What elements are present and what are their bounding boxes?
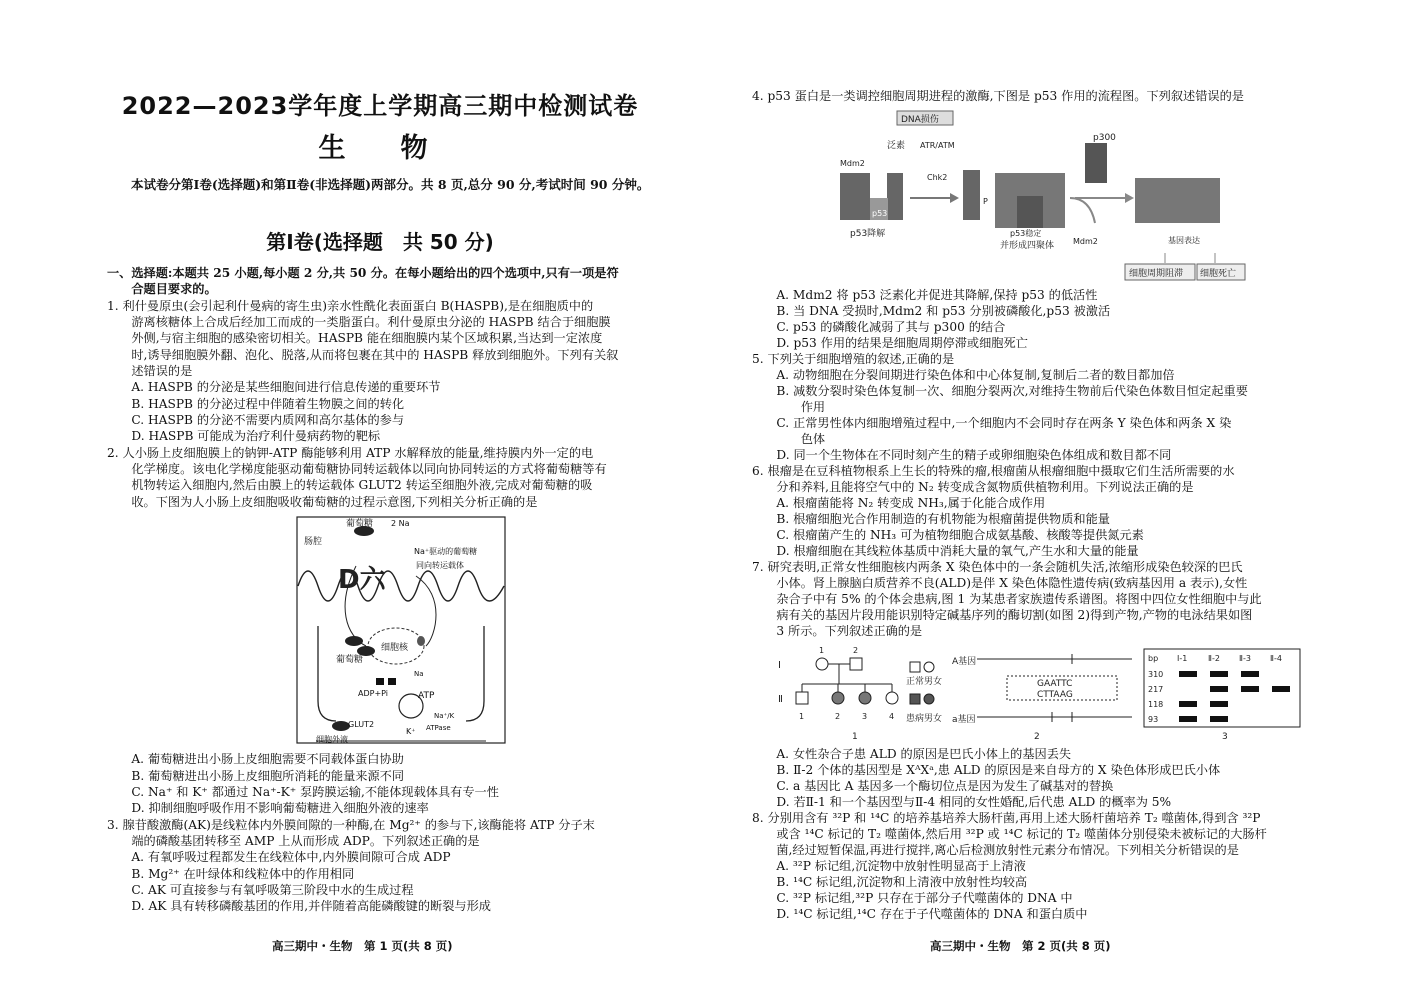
- text-line: 1. 利什曼原虫(会引起利什曼病的寄生虫)亲水性酰化表面蛋白 B(HASPB),是在细胞质中的: [107, 299, 594, 313]
- figure-q2-glucose-transport: [296, 516, 506, 744]
- text-line: 一、选择题:本题共 25 小题,每小题 2 分,共 50 分。在每小题给出的四个选项中,只有一项是符: [107, 266, 619, 280]
- fig-label: 细胞外液: [316, 735, 348, 744]
- text-line: C. 正常男性体内细胞增殖过程中,一个细胞内不会同时存在两条 Y 染色体和两条 X 染: [752, 416, 1232, 430]
- fig-label: 3: [1222, 732, 1228, 742]
- text-line: D. 根瘤细胞在其线粒体基质中消耗大量的氧气,产生水和大量的能量: [752, 544, 1139, 558]
- text-line: A. 葡萄糖进出小肠上皮细胞需要不同载体蛋白协助: [107, 752, 404, 766]
- fig-label: P: [983, 197, 988, 206]
- text-line: A. 根瘤菌能将 N₂ 转变成 NH₃,属于化能合成作用: [752, 496, 1046, 510]
- text-line: B. 葡萄糖进出小肠上皮细胞所消耗的能量来源不同: [107, 769, 405, 783]
- fig-label: DNA损伤: [901, 115, 939, 125]
- fig-label: 2: [835, 712, 841, 721]
- fig-label: 患病男女: [906, 714, 943, 724]
- fig-label: 葡萄糖: [346, 519, 374, 529]
- subject-title: 生 物: [318, 133, 442, 164]
- fig-label: 118: [1148, 700, 1164, 709]
- text-line: D. 同一个生物体在不同时刻产生的精子或卵细胞染色体组成和数目都不同: [752, 448, 1172, 462]
- text-line: 化学梯度。该电化学梯度能驱动葡萄糖协同转运载体以同向协同转运的方式将葡萄糖等有: [107, 462, 607, 476]
- text-line: A. 女性杂合子患 ALD 的原因是巴氏小体上的基因丢失: [752, 747, 1072, 761]
- text-line: 8. 分别用含有 ³²P 和 ¹⁴C 的培养基培养大肠杆菌,再用上述大肠杆菌培养 T₂ 噬菌体,得到含 ³²P: [752, 811, 1261, 825]
- text-line: 杂合子中有 5% 的个体会患病,图 1 为某患者家族遗传系谱图。将图中四位女性细胞中与此: [752, 592, 1262, 606]
- fig-label: 2: [1034, 732, 1040, 742]
- fig-label: K⁺: [406, 727, 416, 736]
- fig-label: 2: [853, 646, 859, 655]
- page-title: 2022—2023学年度上学期高三期中检测试卷: [121, 92, 639, 120]
- text-line: D. ¹⁴C 标记组,¹⁴C 存在于子代噬菌体的 DNA 和蛋白质中: [752, 907, 1088, 921]
- figure-q4-p53-flow: [835, 108, 1255, 286]
- fig-label: ATPase: [426, 724, 451, 732]
- text-line: C. p53 的磷酸化减弱了其与 p300 的结合: [752, 320, 1006, 334]
- text-line: C. a 基因比 A 基因多一个酶切位点是因为发生了碱基对的替换: [752, 779, 1114, 793]
- fig-label: Mdm2: [1073, 237, 1098, 246]
- fig-label: 并形成四聚体: [1000, 241, 1055, 251]
- fig-label: 2 Na: [391, 519, 410, 528]
- fig-label: Ⅱ: [778, 694, 783, 705]
- text-line: 作用: [752, 400, 826, 414]
- text-line: C. Na⁺ 和 K⁺ 都通过 Na⁺-K⁺ 泵跨膜运输,不能体现载体具有专一性: [107, 785, 499, 799]
- fig-label: Ⅱ-2: [1208, 654, 1220, 663]
- text-line: C. AK 可直接参与有氧呼吸第三阶段中水的生成过程: [107, 883, 414, 897]
- text-line: 小体。肾上腺脑白质营养不良(ALD)是伴 X 染色体隐性遗传病(致病基因用 a 表示),女性: [752, 576, 1248, 590]
- fig-label: 泛素: [887, 141, 906, 151]
- text-line: 分和养料,且能将空气中的 N₂ 转变成含氮物质供植物利用。下列说法正确的是: [752, 480, 1194, 494]
- fig-label: 217: [1148, 685, 1164, 694]
- text-line: 病有关的基因片段用能识别特定碱基序列的酶切割(如图 2)得到产物,产物的电泳结果如图: [752, 608, 1253, 622]
- text-line: 外侧,与宿主细胞的感染密切相关。HASPB 能在细胞膜内某个区域积累,当达到一定浓度: [107, 331, 603, 345]
- text-line: B. 当 DNA 受损时,Mdm2 和 p53 分别被磷酸化,p53 被激活: [752, 304, 1111, 318]
- fig-label: 3: [862, 712, 868, 721]
- fig-label: bp: [1148, 654, 1159, 663]
- fig-watermark: D六: [338, 565, 386, 595]
- text-line: B. Ⅱ-2 个体的基因型是 XᴬXᵃ,患 ALD 的原因是来自母方的 X 染色体形成巴氏小体: [752, 763, 1221, 777]
- fig-label: 1: [819, 646, 825, 655]
- fig-label: 细胞周期阻滞: [1129, 269, 1184, 279]
- fig-label: GLUT2: [348, 720, 375, 729]
- fig-label: 1: [799, 712, 805, 721]
- text-line: A. 有氧呼吸过程都发生在线粒体中,内外膜间隙可合成 ADP: [107, 850, 451, 864]
- fig-label: ADP+Pi: [358, 689, 389, 698]
- text-line: A. ³²P 标记组,沉淀物中放射性明显高于上清液: [752, 859, 1026, 873]
- text-line: 或含 ¹⁴C 标记的 T₂ 噬菌体,然后用 ³²P 或 ¹⁴C 标记的 T₂ 噬菌体分别侵染未被标记的大肠杆: [752, 827, 1267, 841]
- text-line: B. 根瘤细胞光合作用制造的有机物能为根瘤菌提供物质和能量: [752, 512, 1110, 526]
- fig-label: 93: [1148, 715, 1159, 724]
- text-line: D. AK 具有转移磷酸基团的作用,并伴随着高能磷酸键的断裂与形成: [107, 899, 491, 913]
- fig-label: 正常男女: [906, 677, 943, 687]
- fig-label: A基因: [952, 657, 977, 667]
- text-line: B. Mg²⁺ 在叶绿体和线粒体中的作用相同: [107, 867, 355, 881]
- fig-label: p53稳定: [1010, 229, 1042, 238]
- fig-label: Ⅱ-4: [1270, 654, 1282, 663]
- text-line: D. 若Ⅱ-1 和一个基因型与Ⅱ-4 相同的女性婚配,后代患 ALD 的概率为 5%: [752, 795, 1172, 809]
- section-title: 第Ⅰ卷(选择题 共 50 分): [266, 230, 494, 254]
- text-line: 收。下图为人小肠上皮细胞吸收葡萄糖的过程示意图,下列相关分析正确的是: [107, 495, 538, 509]
- fig-label: 葡萄糖: [336, 655, 364, 665]
- fig-label: Chk2: [927, 173, 948, 182]
- fig-label: 1: [852, 732, 858, 742]
- fig-label: Ⅱ-3: [1239, 654, 1251, 663]
- text-line: 机物转运入细胞内,然后由膜上的转运载体 GLUT2 转运至细胞外液,完成对葡萄糖的吸: [107, 478, 593, 492]
- text-line: D. p53 作用的结果是细胞周期停滞或细胞死亡: [752, 336, 1028, 350]
- text-line: A. Mdm2 将 p53 泛素化并促进其降解,保持 p53 的低活性: [752, 288, 1098, 302]
- text-line: C. ³²P 标记组,³²P 只存在于部分子代噬菌体的 DNA 中: [752, 891, 1073, 905]
- fig-label: Na⁺/K: [434, 712, 455, 720]
- text-line: 2. 人小肠上皮细胞膜上的钠钾-ATP 酶能够利用 ATP 水解释放的能量,维持膜内外一定的电: [107, 446, 594, 460]
- fig-label: a基因: [952, 715, 976, 725]
- fig-label: Mdm2: [840, 159, 865, 168]
- fig-label: 同向转运载体: [416, 561, 464, 570]
- text-line: D. 抑制细胞呼吸作用不影响葡萄糖进入细胞外液的速率: [107, 801, 429, 815]
- footer-right: 高三期中・生物 第 2 页(共 8 页): [930, 939, 1111, 953]
- text-line: 3. 腺苷酸激酶(AK)是线粒体内外膜间隙的一种酶,在 Mg²⁺ 的参与下,该酶能将 ATP 分子末: [107, 818, 595, 832]
- text-line: 端的磷酸基团转移至 AMP 上从而形成 ADP。下列叙述正确的是: [107, 834, 480, 848]
- fig-label: CTTAAG: [1037, 690, 1073, 700]
- text-line: C. HASPB 的分泌不需要内质网和高尔基体的参与: [107, 413, 405, 427]
- text-line: 5. 下列关于细胞增殖的叙述,正确的是: [752, 352, 955, 366]
- fig-label: Na⁺驱动的葡萄糖: [414, 547, 478, 556]
- fig-label: p300: [1093, 133, 1116, 143]
- footer-left: 高三期中・生物 第 1 页(共 8 页): [272, 939, 453, 953]
- exam-intro: 本试卷分第Ⅰ卷(选择题)和第Ⅱ卷(非选择题)两部分。共 8 页,总分 90 分,考试时间 90 分钟。: [131, 177, 650, 192]
- text-line: C. 根瘤菌产生的 NH₃ 可为植物细胞合成氨基酸、核酸等提供氮元素: [752, 528, 1144, 542]
- fig-label: Ⅰ: [778, 660, 781, 671]
- fig-label: 基因表达: [1168, 236, 1200, 245]
- text-line: B. ¹⁴C 标记组,沉淀物和上清液中放射性均较高: [752, 875, 1028, 889]
- figure-q7-pedigree-electrophoresis: [772, 644, 1312, 744]
- text-line: 菌,经过短暂保温,再进行搅拌,离心后检测放射性元素分布情况。下列相关分析错误的是: [752, 843, 1239, 857]
- text-line: 时,诱导细胞膜外翻、泡化、脱落,从而将包裹在其中的 HASPB 释放到细胞外。下列有关叙: [107, 348, 619, 362]
- fig-label: p53降解: [850, 229, 886, 239]
- text-line: 7. 研究表明,正常女性细胞核内两条 X 染色体中的一条会随机失活,浓缩形成染色较深的巴氏: [752, 560, 1243, 574]
- text-line: 述错误的是: [107, 364, 193, 378]
- fig-label: ATP: [418, 691, 435, 701]
- fig-label: p53: [872, 209, 888, 218]
- text-line: 游离核糖体上合成后经加工而成的一类脂蛋白。利什曼原虫分泌的 HASPB 结合于细胞膜: [107, 315, 611, 329]
- fig-label: 细胞核: [381, 643, 409, 653]
- text-line: 3 所示。下列叙述正确的是: [752, 624, 923, 638]
- text-line: 合题目要求的。: [107, 282, 217, 296]
- fig-label: 310: [1148, 670, 1164, 679]
- text-line: B. HASPB 的分泌过程中伴随着生物膜之间的转化: [107, 397, 405, 411]
- text-line: 4. p53 蛋白是一类调控细胞周期进程的激酶,下图是 p53 作用的流程图。下列叙述错误的是: [752, 89, 1244, 103]
- text-line: 6. 根瘤是在豆科植物根系上生长的特殊的瘤,根瘤菌从根瘤细胞中摄取它们生活所需要的水: [752, 464, 1235, 478]
- text-line: D. HASPB 可能成为治疗利什曼病药物的靶标: [107, 429, 381, 443]
- text-line: 色体: [752, 432, 826, 446]
- fig-label: 4: [889, 712, 895, 721]
- text-line: B. 减数分裂时染色体复制一次、细胞分裂两次,对维持生物前后代染色体数目恒定起重要: [752, 384, 1248, 398]
- fig-label: Ⅰ-1: [1177, 654, 1188, 663]
- fig-label: Na: [414, 670, 424, 678]
- fig-label: ATR/ATM: [920, 141, 955, 150]
- text-line: A. HASPB 的分泌是某些细胞间进行信息传递的重要环节: [107, 380, 441, 394]
- fig-label: 细胞死亡: [1200, 269, 1237, 279]
- fig-label: GAATTC: [1037, 679, 1073, 689]
- text-line: A. 动物细胞在分裂间期进行染色体和中心体复制,复制后二者的数目都加倍: [752, 368, 1175, 382]
- fig-label: 肠腔: [304, 537, 323, 547]
